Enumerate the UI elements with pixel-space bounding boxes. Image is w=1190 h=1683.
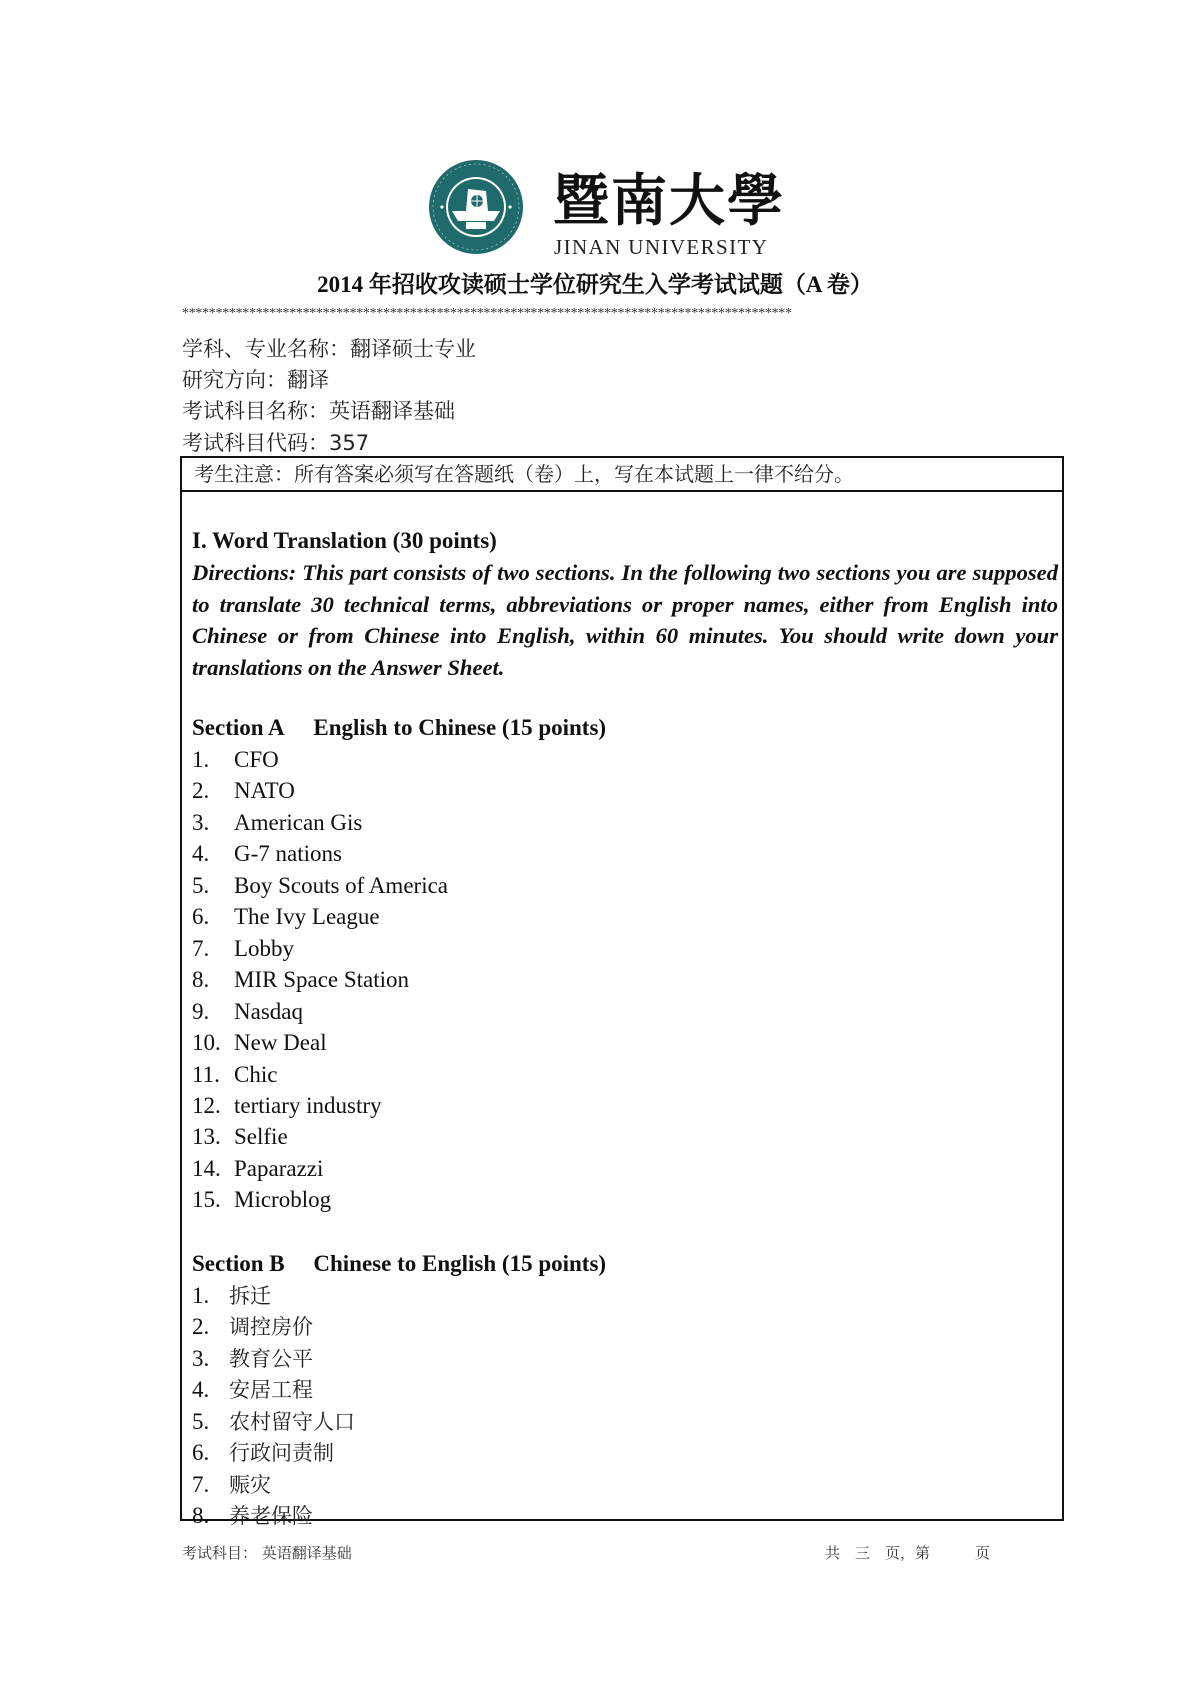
info-exam-subject-name: 考试科目名称：英语翻译基础 <box>182 399 455 423</box>
item-term: Nasdaq <box>234 998 303 1024</box>
item-term: 赈灾 <box>229 1472 271 1497</box>
item-term: 教育公平 <box>229 1346 313 1371</box>
item-term: 行政问责制 <box>229 1441 334 1466</box>
item-number: 5. <box>192 872 210 898</box>
item-number: 10. <box>192 1030 221 1056</box>
item-number: 2. <box>192 1314 210 1340</box>
item-number: 4. <box>192 841 210 867</box>
item-term: CFO <box>234 747 279 772</box>
item-term: Boy Scouts of America <box>234 872 448 898</box>
item-term: Microblog <box>234 1187 332 1213</box>
section-b-heading: Section B Chinese to English (15 points) <box>192 1251 607 1276</box>
item-term: 安居工程 <box>229 1378 313 1403</box>
exam-title: 2014 年招收攻读硕士学位研究生入学考试试题（A 卷） <box>317 272 873 297</box>
info-exam-subject-code: 考试科目代码：357 <box>182 431 370 455</box>
item-term: G-7 nations <box>234 841 342 867</box>
item-term: 调控房价 <box>229 1315 313 1340</box>
footer-subject: 考试科目： 英语翻译基础 <box>182 1544 352 1562</box>
item-number: 4. <box>192 1377 210 1403</box>
item-term: tertiary industry <box>234 1092 382 1118</box>
item-term: Paparazzi <box>234 1155 324 1181</box>
item-term: New Deal <box>234 1030 327 1056</box>
university-english-name: JINAN UNIVERSITY <box>554 235 769 259</box>
item-number: 7. <box>192 935 210 961</box>
section-a-heading: Section A English to Chinese (15 points) <box>192 715 607 740</box>
item-number: 15. <box>192 1187 221 1213</box>
item-term: 拆迁 <box>229 1284 271 1308</box>
item-number: 9. <box>192 998 210 1024</box>
item-number: 1. <box>192 747 210 772</box>
item-term: MIR Space Station <box>234 967 410 993</box>
part1-directions: Directions: This part consists of two sections. In the following two sections you are supposed to translate 30 technical terms, abbreviations or proper names, either from English into Chinese or from Chinese into English, within 60 minutes. You should write down your translations on the Answer Sheet. <box>192 560 1058 680</box>
item-term: Selfie <box>234 1124 288 1150</box>
item-number: 6. <box>192 1440 210 1466</box>
info-research-direction: 研究方向：翻译 <box>182 368 329 392</box>
footer-page-count: 共 三 页，第 页 <box>825 1544 991 1562</box>
separator-asterisks: ******************************************************************************************* <box>182 306 792 321</box>
item-term: 农村留守人口 <box>229 1409 355 1434</box>
item-number: 11. <box>192 1061 220 1087</box>
item-term: 养老保险 <box>229 1504 313 1529</box>
notice-divider <box>182 490 1062 492</box>
item-term: NATO <box>234 778 295 804</box>
item-number: 3. <box>192 809 210 835</box>
university-calligraphy: 暨南大學 <box>553 168 785 234</box>
item-term: American Gis <box>234 809 363 835</box>
item-number: 1. <box>192 1283 210 1308</box>
part1-heading: I. Word Translation (30 points) <box>192 528 497 553</box>
item-number: 8. <box>192 1503 210 1529</box>
item-term: Lobby <box>234 935 295 961</box>
item-term: Chic <box>234 1061 278 1087</box>
candidate-notice: 考生注意：所有答案必须写在答题纸（卷）上，写在本试题上一律不给分。 <box>194 462 854 486</box>
item-number: 6. <box>192 904 210 930</box>
info-subject-major: 学科、专业名称：翻译硕士专业 <box>182 337 476 361</box>
item-number: 3. <box>192 1345 210 1371</box>
university-seal-icon <box>428 159 524 255</box>
item-number: 8. <box>192 967 210 993</box>
item-number: 5. <box>192 1408 210 1434</box>
item-number: 2. <box>192 778 210 804</box>
item-number: 7. <box>192 1471 210 1497</box>
item-number: 13. <box>192 1124 221 1150</box>
item-number: 12. <box>192 1092 221 1118</box>
item-term: The Ivy League <box>234 904 380 930</box>
item-number: 14. <box>192 1155 221 1181</box>
